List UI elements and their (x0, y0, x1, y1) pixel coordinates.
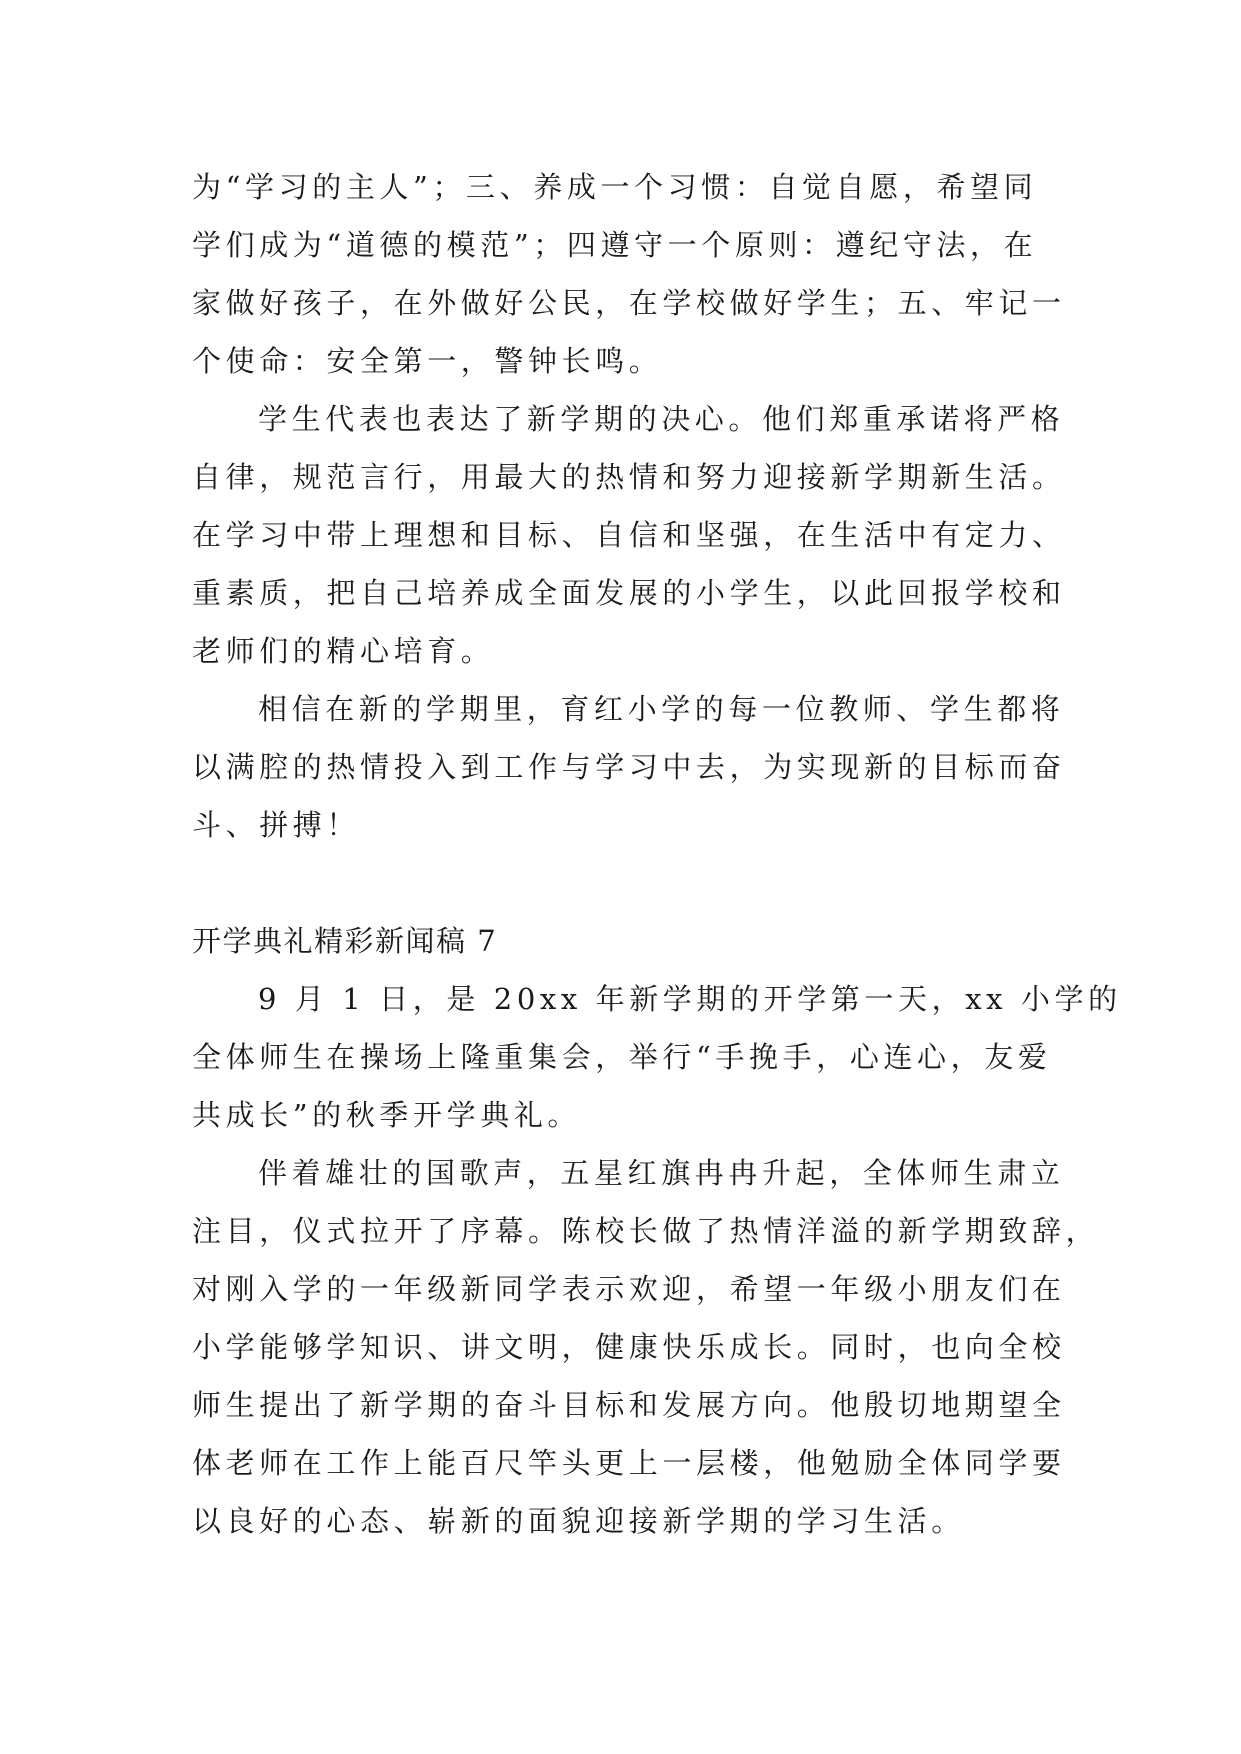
text-line: 在学习中带上理想和目标、自信和坚强，在生活中有定力、 (192, 518, 1066, 552)
text-line: 斗、拼搏！ (192, 808, 361, 842)
text-line: 体老师在工作上能百尺竿头更上一层楼，他勉励全体同学要 (192, 1446, 1066, 1480)
text-line: 9 月 1 日，是 20xx 年新学期的开学第一天，xx 小学的 (258, 982, 1122, 1016)
text-line: 个使命：安全第一，警钟长鸣。 (192, 344, 663, 378)
text-line: 家做好孩子，在外做好公民，在学校做好学生；五、牢记一 (192, 286, 1066, 320)
text-line: 共成长”的秋季开学典礼。 (192, 1098, 582, 1132)
text-line: 老师们的精心培育。 (192, 634, 495, 668)
text-line: 相信在新的学期里，育红小学的每一位教师、学生都将 (258, 692, 1065, 726)
text-line: 以满腔的热情投入到工作与学习中去，为实现新的目标而奋 (192, 750, 1066, 784)
text-line: 小学能够学知识、讲文明，健康快乐成长。同时，也向全校 (192, 1330, 1066, 1364)
text-line: 伴着雄壮的国歌声，五星红旗冉冉升起，全体师生肃立 (258, 1156, 1065, 1190)
text-line: 对刚入学的一年级新同学表示欢迎，希望一年级小朋友们在 (192, 1272, 1066, 1306)
section-heading: 开学典礼精彩新闻稿 7 (192, 924, 498, 958)
text-line: 全体师生在操场上隆重集会，举行“手挽手，心连心，友爱 (192, 1040, 1052, 1074)
text-line: 师生提出了新学期的奋斗目标和发展方向。他殷切地期望全 (192, 1388, 1066, 1422)
text-line: 为“学习的主人”；三、养成一个习惯：自觉自愿，希望同 (192, 170, 1038, 204)
text-line: 重素质，把自己培养成全面发展的小学生，以此回报学校和 (192, 576, 1066, 610)
text-line: 学们成为“道德的模范”；四遵守一个原则：遵纪守法，在 (192, 228, 1038, 262)
text-line: 自律，规范言行，用最大的热情和努力迎接新学期新生活。 (192, 460, 1066, 494)
text-line: 学生代表也表达了新学期的决心。他们郑重承诺将严格 (258, 402, 1065, 436)
text-line: 注目，仪式拉开了序幕。陈校长做了热情洋溢的新学期致辞， (192, 1214, 1100, 1248)
text-line: 以良好的心态、崭新的面貌迎接新学期的学习生活。 (192, 1504, 965, 1538)
section-gap (192, 854, 1060, 912)
document-body (192, 158, 1122, 1550)
